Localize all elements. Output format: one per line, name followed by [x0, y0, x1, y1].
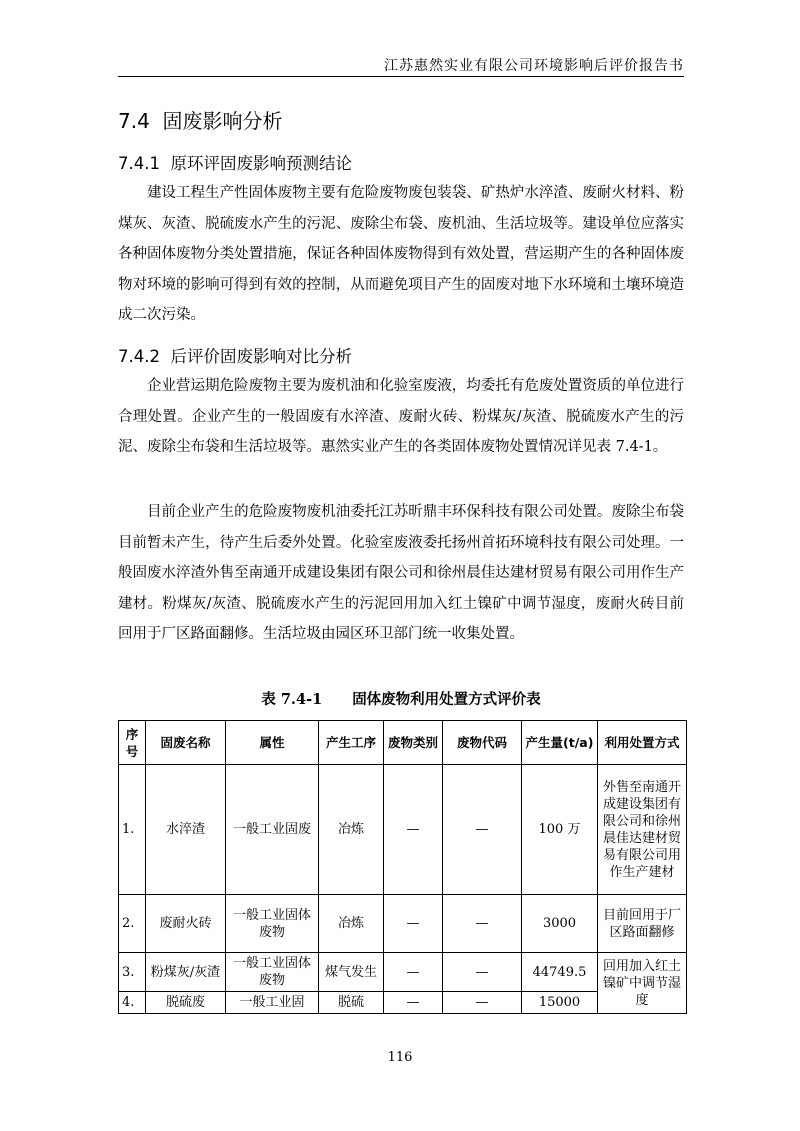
table-cell: —: [384, 953, 443, 992]
paragraph-7-4-1: 建设工程生产性固体废物主要有危险废物废包装袋、矿热炉水淬渣、废耐火材料、粉煤灰、灰渣、脱硫废水产生的污泥、废除尘布袋、废机油、生活垃圾等。建设单位应落实各种固体废物分类处置措施，保证各种固体废物得到有效处置，营运期产生的各种固体废物对环境的影响可得到有效的控制，从而避免项目产生的固废对地下水环境和土壤环境造成二次污染。: [118, 185, 684, 323]
table-cell: 3.: [119, 953, 146, 992]
table-cell: 一般工业固体废物: [226, 895, 319, 953]
table-cell: 脱硫: [319, 992, 384, 1014]
table-cell: —: [443, 953, 522, 992]
table-cell: 冶炼: [319, 895, 384, 953]
table-cell: —: [443, 895, 522, 953]
table-row: [119, 765, 687, 895]
table-cell: 脱硫废: [146, 992, 226, 1014]
table-cell: 一般工业固: [226, 992, 319, 1014]
table-cell: 15000: [522, 992, 598, 1014]
subsection-heading-7-4-2: 7.4.2 后评价固废影响对比分析: [118, 347, 352, 366]
header-cell: 废物类别: [384, 721, 443, 765]
table-cell: 目前回用于厂区路面翻修: [598, 895, 687, 953]
table-caption-title: 固体废物利用处置方式评价表: [352, 691, 541, 708]
table-cell: —: [443, 992, 522, 1014]
table-cell: 4.: [119, 992, 146, 1014]
table-cell: 煤气发生: [319, 953, 384, 992]
header-rule: [118, 76, 684, 77]
header-cell: 属性: [226, 721, 319, 765]
header-cell: 产生工序: [319, 721, 384, 765]
subsection-heading-7-4-1: 7.4.1 原环评固废影响预测结论: [118, 154, 352, 173]
table-cell: 冶炼: [319, 765, 384, 895]
header-cell: 固废名称: [146, 721, 226, 765]
table-cell: 44749.5: [522, 953, 598, 992]
table-caption-number: 表 7.4-1: [261, 691, 323, 708]
paragraph-7-4-2-a: 企业营运期危险废物主要为废机油和化验室废液，均委托有危废处置资质的单位进行合理处置。企业产生的一般固废有水淬渣、废耐火砖、粉煤灰/灰渣、脱硫废水产生的污泥、废除尘布袋和生活垃圾等。惠然实业产生的各类固体废物处置情况详见表 7.4-1。: [118, 378, 684, 455]
table-cell: 粉煤灰/灰渣: [146, 953, 226, 992]
table-header-row: [119, 721, 687, 765]
section-heading: 7.4 固废影响分析: [118, 109, 283, 133]
table-caption: [118, 688, 684, 709]
table-row: [119, 953, 687, 992]
table-cell: —: [384, 992, 443, 1014]
table-cell: 回用加入红土镍矿中调节湿度: [598, 953, 687, 1014]
page-number: 116: [387, 1050, 413, 1065]
table-cell: 2.: [119, 895, 146, 953]
table-cell: 一般工业固体废物: [226, 953, 319, 992]
header-cell: 废物代码: [443, 721, 522, 765]
paragraph-7-4-2-b: 目前企业产生的危险废物废机油委托江苏昕鼎丰环保科技有限公司处置。废除尘布袋目前暂未产生，待产生后委外处置。化验室废液委托扬州首拓环境科技有限公司处理。一般固废水淬渣外售至南通开成建设集团有限公司和徐州晨佳达建材贸易有限公司用作生产建材。粉煤灰/灰渣、脱硫废水产生的污泥回用加入红土镍矿中调节湿度，废耐火砖目前回用于厂区路面翻修。生活垃圾由园区环卫部门统一收集处置。: [118, 504, 684, 642]
table-cell: 水淬渣: [146, 765, 226, 895]
header-cell: 序号: [119, 721, 146, 765]
header-cell: 产生量(t/a): [522, 721, 598, 765]
table-cell: —: [384, 895, 443, 953]
table-cell: 外售至南通开成建设集团有限公司和徐州晨佳达建材贸易有限公司用作生产建材: [598, 765, 687, 895]
table-cell: 100 万: [522, 765, 598, 895]
table-cell: —: [443, 765, 522, 895]
table-row: [119, 895, 687, 953]
table-cell: 废耐火砖: [146, 895, 226, 953]
table-cell: —: [384, 765, 443, 895]
table-cell: 一般工业固废: [226, 765, 319, 895]
table-cell: 3000: [522, 895, 598, 953]
header-cell: 利用处置方式: [598, 721, 687, 765]
waste-disposal-table: [118, 720, 687, 1014]
table-cell: 1.: [119, 765, 146, 895]
running-header: 江苏惠然实业有限公司环境影响后评价报告书: [384, 58, 684, 74]
